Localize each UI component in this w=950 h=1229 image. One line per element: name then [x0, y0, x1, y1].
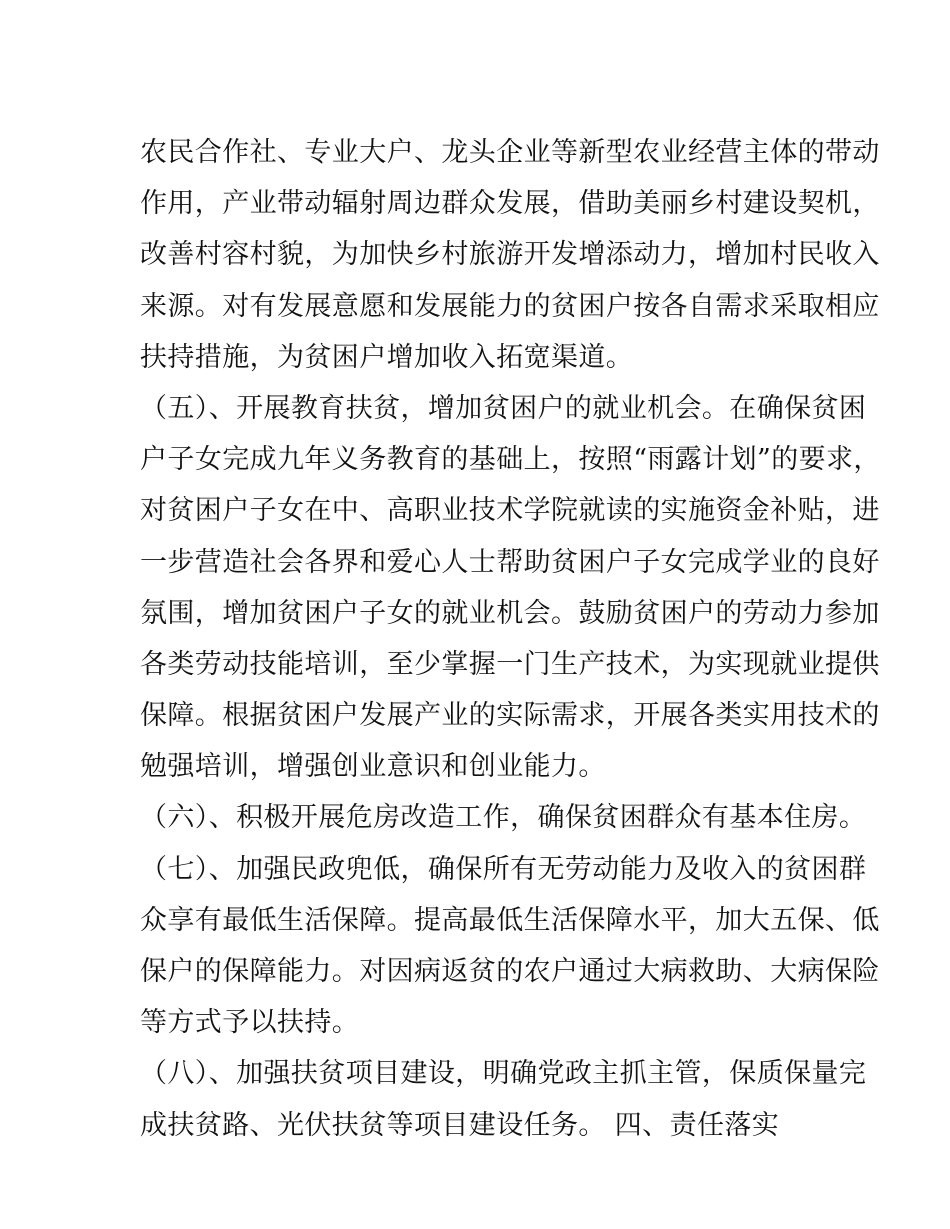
text-line: 扶持措施，为贫困户增加收入拓宽渠道。 — [140, 341, 634, 373]
text-line: （七）、加强民政兜低，确保所有无劳动能力及收入的贫困群 — [140, 853, 867, 885]
text-line: （八）、加强扶贫项目建设，明确党政主抓主管，保质保量完 — [140, 1058, 867, 1090]
text-line: （六）、积极开展危房改造工作，确保贫困群众有基本住房。 — [140, 802, 867, 834]
text-line: 各类劳动技能培训，至少掌握一门生产技术，为实现就业提供 — [140, 648, 880, 680]
text-line: 作用，产业带动辐射周边群众发展，借助美丽乡村建设契机， — [140, 188, 880, 220]
text-line: 保户的保障能力。对因病返贫的农户通过大病救助、大病保险 — [140, 956, 880, 987]
text-line: 氛围，增加贫困户子女的就业机会。鼓励贫困户的劳动力参加 — [140, 597, 880, 629]
text-line: 改善村容村貌，为加快乡村旅游开发增添动力，增加村民收入 — [140, 239, 880, 271]
text-line: 户子女完成九年义务教育的基础上，按照“雨露计划”的要求， — [140, 444, 881, 476]
text-line: 来源。对有发展意愿和发展能力的贫困户按各自需求采取相应 — [140, 290, 880, 322]
text-line: （五）、开展教育扶贫，增加贫困户的就业机会。在确保贫困 — [140, 392, 867, 424]
text-line: 勉强培训，增强创业意识和创业能力。 — [140, 751, 606, 783]
text-line: 成扶贫路、光伏扶贫等项目建设任务。 四、责任落实 — [140, 1109, 780, 1141]
text-line: 保障。根据贫困户发展产业的实际需求，开展各类实用技术的 — [140, 700, 880, 732]
text-line: 一步营造社会各界和爱心人士帮助贫困户子女完成学业的良好 — [140, 546, 880, 578]
body-text — [140, 127, 881, 1151]
text-line: 农民合作社、专业大户、龙头企业等新型农业经营主体的带动 — [140, 137, 880, 168]
text-line: 众享有最低生活保障。提高最低生活保障水平，加大五保、低 — [140, 904, 880, 936]
text-line: 等方式予以扶持。 — [140, 1007, 360, 1039]
text-line: 对贫困户子女在中、高职业技术学院就读的实施资金补贴，进 — [140, 495, 880, 527]
